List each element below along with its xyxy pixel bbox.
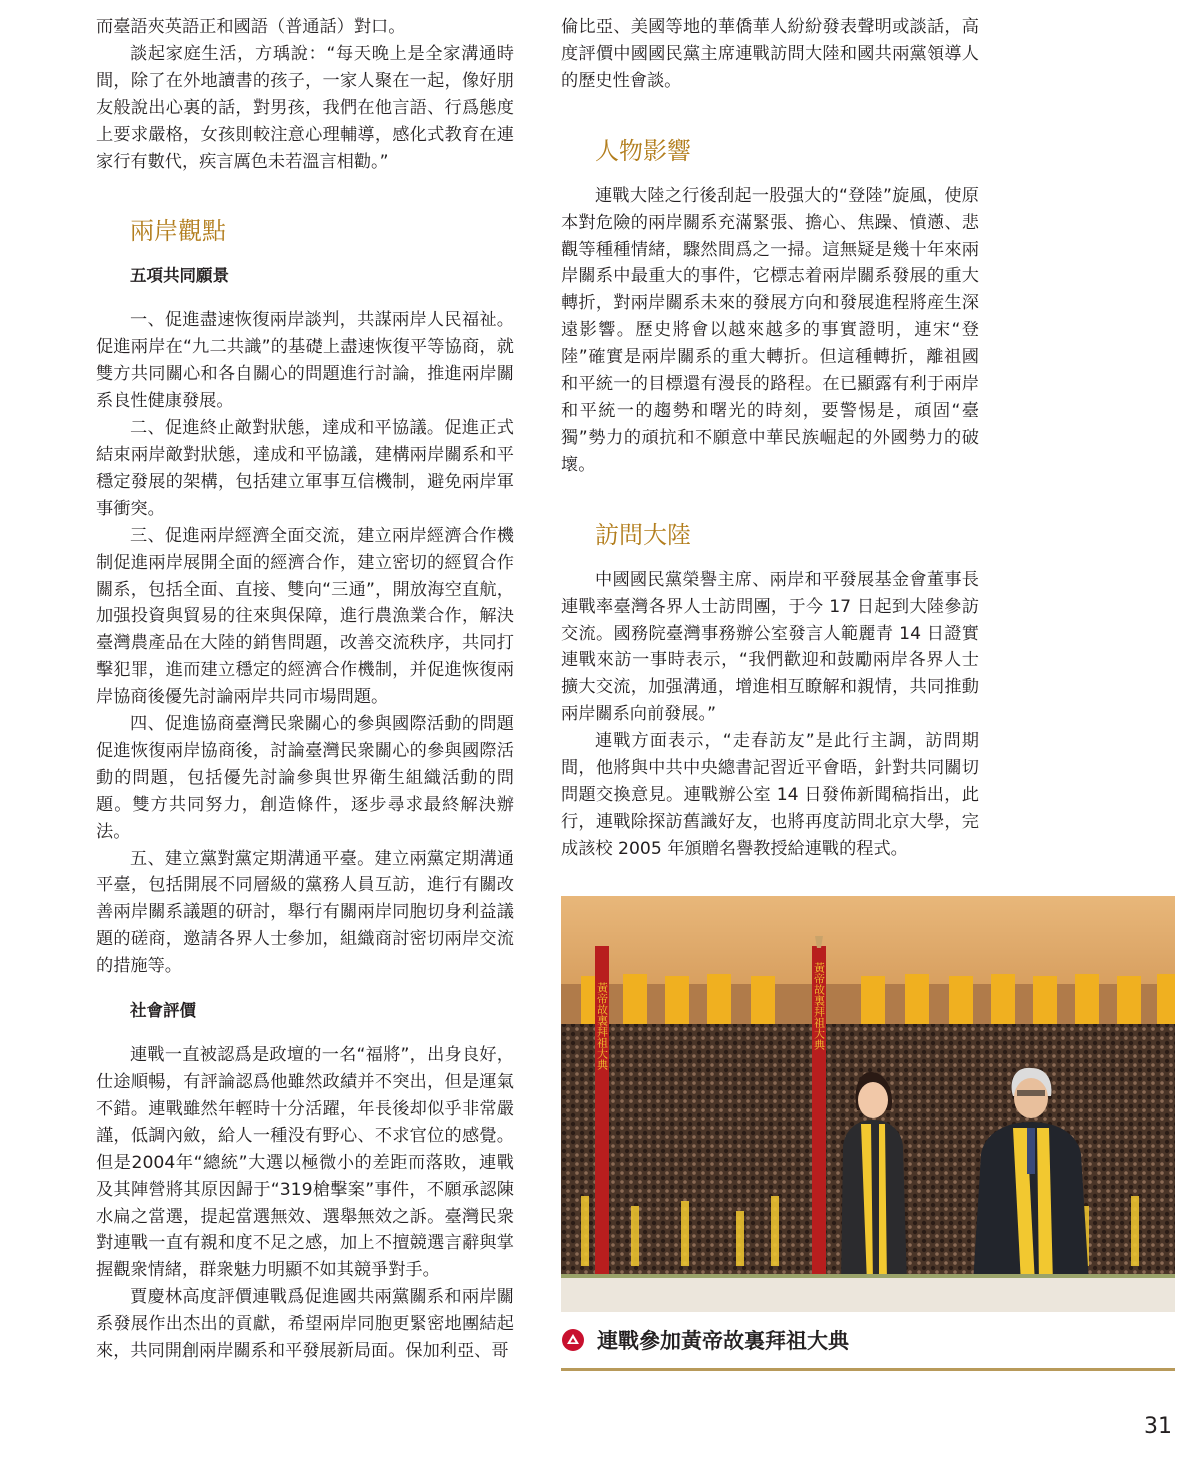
paragraph-vision-5: 五、建立黨對黨定期溝通平臺。建立兩黨定期溝通平臺，包括開展不同層級的黨務人員互訪，進行有關改善兩岸關系議題的研討，舉行有關兩岸同胞切身利益議題的磋商，邀請各界人士參加，組織商討密切兩岸交流的措施等。 bbox=[96, 848, 514, 977]
caption-divider bbox=[561, 1368, 1175, 1371]
paragraph-vision-3: 三、促進兩岸經濟全面交流，建立兩岸經濟合作機制促進兩岸展開全面的經濟合作，建立密切的經貿合作關系，包括全面、直接、雙向“三通”，開放海空直航，加强投資與貿易的往來與保障，進行農漁業合作，解決臺灣農產品在大陸的銷售問題，改善交流秩序，共同打擊犯罪，進而建立穩定的經濟合作機制，并促進恢復兩岸協商後優先討論兩岸共同市場問題。 bbox=[96, 525, 514, 708]
ceremony-photo-illustration bbox=[561, 896, 1175, 1312]
ceremony-photo bbox=[561, 896, 1175, 1312]
paragraph-intro: 而臺語夾英語正和國語（普通話）對口。 bbox=[96, 17, 406, 37]
photo-caption bbox=[561, 1322, 1175, 1358]
red-pillar-right bbox=[812, 936, 826, 1276]
subheading-social-evaluation: 社會評價 bbox=[130, 1001, 196, 1021]
paragraph-continuation: 倫比亞、美國等地的華僑華人紛紛發表聲明或談話，高度評價中國國民黨主席連戰訪問大陸和國共兩黨領導人的歷史性會談。 bbox=[561, 17, 979, 91]
triangle-up-circle-icon bbox=[561, 1328, 585, 1352]
subheading-five-visions: 五項共同願景 bbox=[130, 266, 229, 286]
pillar-text-left: 黃帝故裏拜祖大典 bbox=[595, 982, 609, 1070]
paragraph-visit-1: 中國國民黨榮譽主席、兩岸和平發展基金會董事長連戰率臺灣各界人士訪問團，于今 17 日起到大陸參訪交流。國務院臺灣事務辦公室發言人範麗青 14 日證實連戰來訪一事時表示，“我們歡迎和鼓勵兩岸各界人士擴大交流，加强溝通，增進相互瞭解和親情，共同推動兩岸關系向前發展。” bbox=[561, 569, 979, 725]
right-column bbox=[561, 14, 979, 863]
left-column bbox=[96, 14, 514, 1365]
section-title-visit-mainland: 訪問大陸 bbox=[595, 520, 691, 549]
paragraph-family-life: 談起家庭生活，方瑀說：“每天晚上是全家溝通時間，除了在外地讀書的孩子，一家人聚在一起，像好朋友般說出心裏的話，對男孩，我們在他言語、行爲態度上要求嚴格，女孩則較注意心理輔導，感化式教育在連家行有數代，疾言厲色未若溫言相勸。” bbox=[96, 43, 514, 172]
paragraph-evaluation-1: 連戰一直被認爲是政壇的一名“福將”，出身良好，仕途順暢，有評論認爲他雖然政績并不突出，但是運氣不錯。連戰雖然年輕時十分活躍，年長後却似乎非常嚴謹，低調內斂，給人一種没有野心、不求官位的感覺。但是2004年“總統”大選以極微小的差距而落敗，連戰及其陣營將其原因歸于“319槍擊案”事件，不願承認陳水扁之當選，提起當選無效、選舉無效之訴。臺灣民衆對連戰一直有親和度不足之感，加上不擅競選言辭與掌握觀衆情緒，群衆魅力明顯不如其競爭對手。 bbox=[96, 1045, 514, 1281]
pillar-text-right: 黃帝故裏拜祖大典 bbox=[812, 962, 826, 1050]
section-title-cross-strait-view: 兩岸觀點 bbox=[130, 217, 226, 246]
red-pillar-left bbox=[595, 946, 609, 1276]
paragraph-visit-2: 連戰方面表示，“走春訪友”是此行主調，訪問期間，他將與中共中央總書記習近平會晤，針對共同關切問題交換意見。連戰辦公室 14 日發佈新聞稿指出，此行，連戰除探訪舊識好友，也將再度訪問北京大學，完成該校 2005 年頒贈名譽教授給連戰的程式。 bbox=[561, 731, 979, 859]
paragraph-vision-4: 四、促進協商臺灣民衆關心的參與國際活動的問題促進恢復兩岸協商後，討論臺灣民衆關心的參與國際活動的問題，包括優先討論參與世界衛生組織活動的問題。雙方共同努力，創造條件，逐步尋求最終解決辦法。 bbox=[96, 714, 514, 842]
page-number: 31 bbox=[1144, 1414, 1172, 1439]
paragraph-vision-2: 二、促進終止敵對狀態，達成和平協議。促進正式結束兩岸敵對狀態，達成和平協議，建構兩岸關系和平穩定發展的架構，包括建立軍事互信機制，避免兩岸軍事衝突。 bbox=[96, 418, 514, 519]
caption-text: 連戰參加黃帝故裏拜祖大典 bbox=[597, 1329, 849, 1353]
paragraph-evaluation-2: 賈慶林高度評價連戰爲促進國共兩黨關系和兩岸關系發展作出杰出的貢獻，希望兩岸同胞更緊密地團結起來，共同開創兩岸關系和平發展新局面。保加利亞、哥 bbox=[96, 1287, 514, 1362]
plants-edge bbox=[561, 1274, 1175, 1278]
paragraph-influence: 連戰大陸之行後刮起一股强大的“登陸”旋風，使原本對危險的兩岸關系充滿緊張、擔心、焦躁、憤懣、悲觀等種種情緒，驟然間爲之一掃。這無疑是幾十年來兩岸關系中最重大的事件，它標志着兩岸關系發展的重大轉折，對兩岸關系未來的發展方向和發展進程將産生深遠影響。歷史將會以越來越多的事實證明，連宋“登陸”確實是兩岸關系的重大轉折。但這種轉折，離祖國和平統一的目標還有漫長的路程。在已顯露有利于兩岸和平統一的趨勢和曙光的時刻，要警惕是，頑固“臺獨”勢力的頑抗和不願意中華民族崛起的外國勢力的破壞。 bbox=[561, 185, 979, 475]
section-title-influence: 人物影響 bbox=[595, 136, 691, 165]
paragraph-vision-1: 一、促進盡速恢復兩岸談判，共謀兩岸人民福祉。促進兩岸在“九二共識”的基礎上盡速恢復平等協商，就雙方共同關心和各自關心的問題進行討論，推進兩岸關系良性健康發展。 bbox=[96, 310, 514, 412]
stone-railing bbox=[561, 1276, 1175, 1312]
